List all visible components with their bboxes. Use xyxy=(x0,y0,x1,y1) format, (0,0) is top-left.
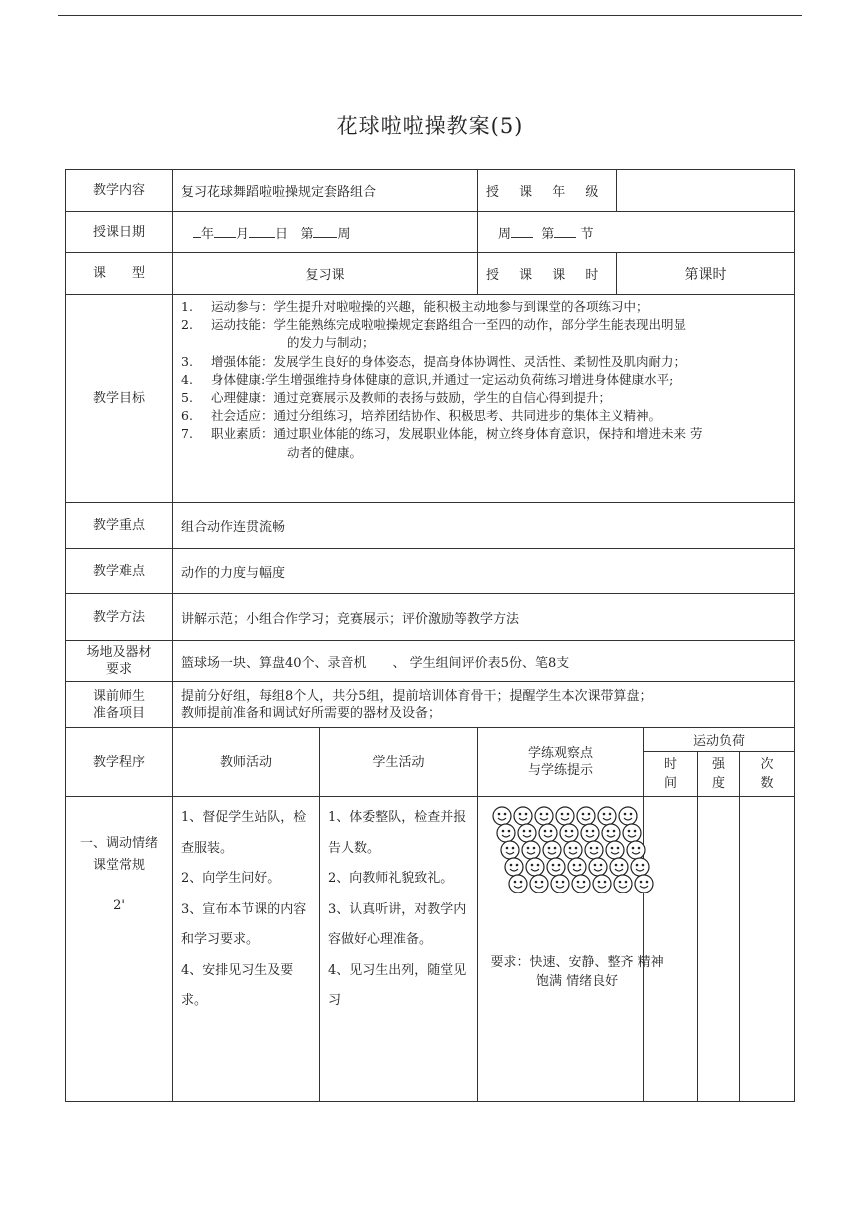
row-type xyxy=(66,253,795,295)
student-face-icon xyxy=(631,858,649,876)
difficulty-label: 教学难点 xyxy=(66,549,173,594)
prep-label: 课前师生 准备项目 xyxy=(66,682,173,728)
student-face-icon xyxy=(568,858,586,876)
row-stage-1 xyxy=(66,797,795,1102)
procedure-header: 教学程序 xyxy=(66,728,173,797)
method-value: 讲解示范；小组合作学习；竞赛展示；评价激励等教学方法 xyxy=(173,594,795,641)
prep-value: 提前分好组，每组8个人，共分5组，提前培训体育骨干；提醒学生本次课带算盘； 教师提前准备和调试好所需要的器材及设备； xyxy=(173,682,795,728)
focus-value: 组合动作连贯流畅 xyxy=(173,503,795,549)
student-face-icon xyxy=(585,841,603,859)
row-focus xyxy=(66,503,795,549)
goal-item: 6. 社会适应：通过分组练习，培养团结协作、积极思考、共同进步的集体主义精神。 xyxy=(181,408,662,424)
student-face-icon xyxy=(581,824,599,842)
student-face-icon xyxy=(551,875,569,893)
student-face-icon xyxy=(589,858,607,876)
goal-item: 2. 运动技能：学生能熟练完成啦啦操规定套路组合一至四的动作，部分学生能表现出明显 的发力与制动； xyxy=(181,317,687,351)
observation-cell xyxy=(478,797,664,1102)
venue-value: 篮球场一块、算盘40个、录音机 、 学生组间评价表5份、笔8支 xyxy=(173,641,795,682)
content-label: 教学内容 xyxy=(66,170,173,212)
goals-cell xyxy=(173,295,795,503)
student-face-icon xyxy=(501,841,519,859)
teacher-header: 教师活动 xyxy=(173,728,320,797)
intensity-cell xyxy=(698,797,740,1102)
student-face-icon xyxy=(539,824,557,842)
row-prep xyxy=(66,682,795,728)
goal-item: 7. 职业素质：通过职业体能的练习，发展职业体能，树立终身体育意识，保持和增进未来 劳 动者的健康。 xyxy=(181,426,703,460)
student-face-icon xyxy=(598,807,616,825)
student-face-icon xyxy=(564,841,582,859)
intensity-header: 强度 xyxy=(698,752,740,797)
hours-value: 第课时 xyxy=(617,253,795,295)
load-header: 运动负荷 xyxy=(644,728,795,752)
student-face-icon xyxy=(514,807,532,825)
student-face-icon xyxy=(627,841,645,859)
goal-item: 4. 身体健康:学生增强维持身体健康的意识,并通过一定运动负荷练习增进身体健康水平; xyxy=(181,371,674,387)
date-fill-line: 年 月 日 第 周 xyxy=(173,212,478,253)
student-face-icon xyxy=(606,841,624,859)
goals-list xyxy=(173,295,794,462)
method-label: 教学方法 xyxy=(66,594,173,641)
student-face-icon xyxy=(556,807,574,825)
content-value: 复习花球舞蹈啦啦操规定套路组合 xyxy=(173,170,478,212)
row-difficulty xyxy=(66,549,795,594)
goals-label: 教学目标 xyxy=(66,295,173,503)
goal-item: 1. 运动参与：学生提升对啦啦操的兴趣，能积极主动地参与到课堂的各项练习中； xyxy=(181,299,649,314)
student-face-icon xyxy=(509,875,527,893)
focus-label: 教学重点 xyxy=(66,503,173,549)
student-face-icon xyxy=(493,807,511,825)
grade-label: 授 课 年 级 xyxy=(478,170,617,212)
student-face-icon xyxy=(635,875,653,893)
goal-item: 5. 心理健康：通过竞赛展示及教师的表扬与鼓励，学生的自信心得到提升； xyxy=(181,390,612,406)
student-activities: 1、体委整队，检查并报告人数。 2、向教师礼貌致礼。 3、认真听讲，对教学内容做好心理准备。 4、见习生出列，随堂见习 xyxy=(320,797,478,1102)
row-date xyxy=(66,212,795,253)
student-formation-svg xyxy=(492,803,682,893)
student-face-icon xyxy=(543,841,561,859)
lesson-plan-table xyxy=(65,169,795,1102)
count-cell xyxy=(740,797,795,1102)
type-label: 课 型 xyxy=(66,253,173,295)
row-content xyxy=(66,170,795,212)
student-face-icon xyxy=(619,807,637,825)
difficulty-value: 动作的力度与幅度 xyxy=(173,549,795,594)
grade-value xyxy=(617,170,795,212)
student-face-icon xyxy=(623,824,641,842)
goal-item: 3. 增强体能：发展学生良好的身体姿态，提高身体协调性、灵活性、柔韧性及肌肉耐力； xyxy=(181,353,687,369)
student-face-icon xyxy=(497,824,515,842)
student-face-icon xyxy=(522,841,540,859)
student-face-icon xyxy=(547,858,565,876)
student-face-icon xyxy=(560,824,578,842)
student-face-icon xyxy=(577,807,595,825)
count-header: 次数 xyxy=(740,752,795,797)
hours-label: 授 课 课 时 xyxy=(478,253,617,295)
time-header: 时间 xyxy=(644,752,698,797)
student-face-icon xyxy=(526,858,544,876)
document-title: 花球啦啦操教案(5) xyxy=(336,114,524,138)
stage-name: 一、调动情绪 课堂常规 2' xyxy=(66,797,173,1102)
student-face-icon xyxy=(518,824,536,842)
row-method xyxy=(66,594,795,641)
formation-diagram xyxy=(478,797,643,947)
requirement-text: 要求：快速、安静、整齐 精神饱满 情绪良好 xyxy=(490,955,664,989)
teacher-activities: 1、督促学生站队，检查服装。 2、向学生问好。 3、宣布本节课的内容和学习要求。 4、安排见习生及要求。 xyxy=(173,797,320,1102)
row-venue xyxy=(66,641,795,682)
observation-header: 学练观察点 与学练提示 xyxy=(478,728,644,797)
student-face-icon xyxy=(614,875,632,893)
student-face-icon xyxy=(572,875,590,893)
student-header: 学生活动 xyxy=(320,728,478,797)
student-face-icon xyxy=(530,875,548,893)
row-goals xyxy=(66,295,795,503)
header-rule xyxy=(58,15,802,16)
period-fill-line: 周 第 节 xyxy=(478,212,795,253)
row-head-1 xyxy=(66,728,795,752)
student-face-icon xyxy=(505,858,523,876)
type-value: 复习课 xyxy=(173,253,478,295)
venue-label: 场地及器材 要求 xyxy=(66,641,173,682)
student-face-icon xyxy=(602,824,620,842)
date-label: 授课日期 xyxy=(66,212,173,253)
student-face-icon xyxy=(535,807,553,825)
student-face-icon xyxy=(593,875,611,893)
student-face-icon xyxy=(610,858,628,876)
